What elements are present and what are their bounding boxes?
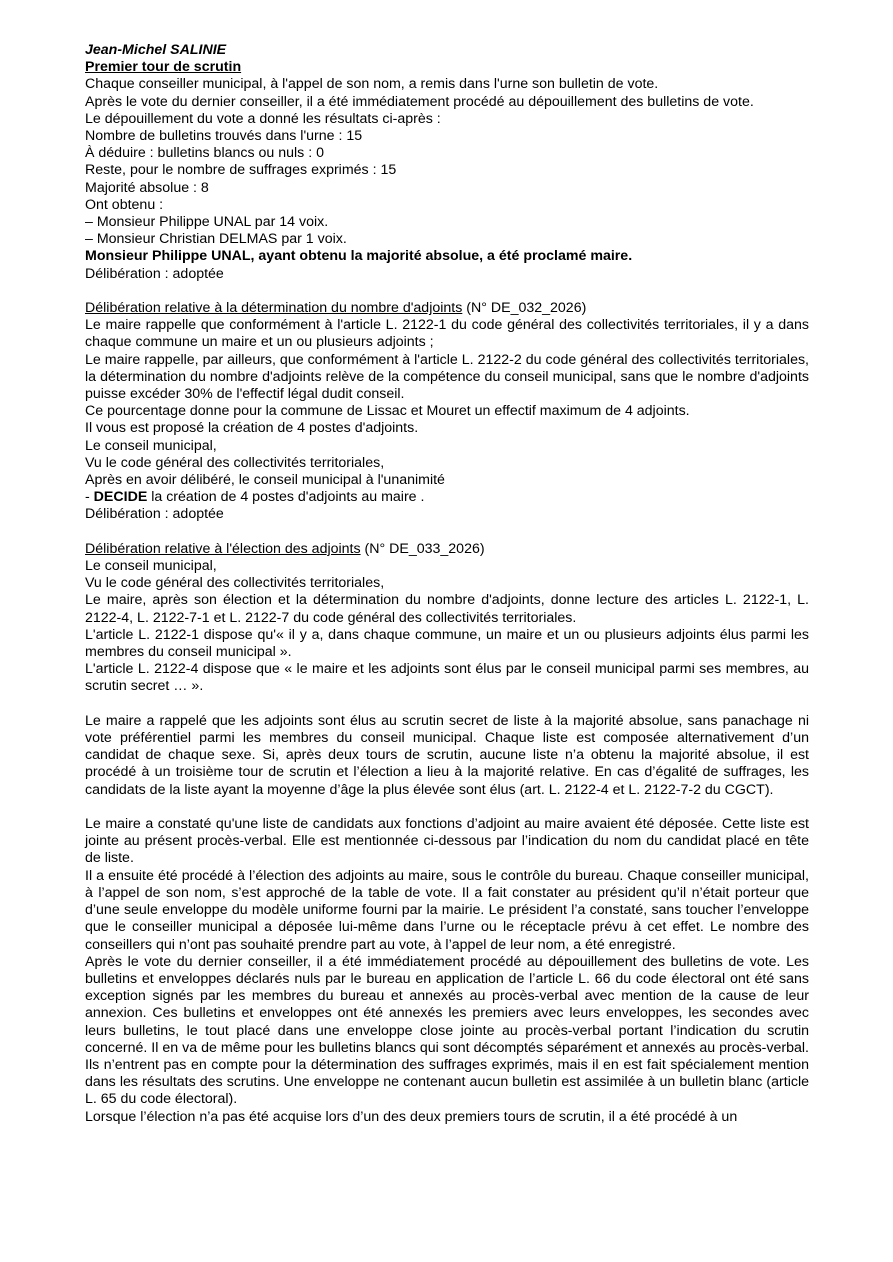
text-line: Chaque conseiller municipal, à l'appel de son nom, a remis dans l'urne son bulletin de vote. — [85, 76, 659, 93]
paragraph: Le maire, après son élection et la détermination du nombre d'adjoints, donne lecture des articles L. 2122-1, L. 2122-4, L. 2122-7-1 et L. 2122-7 du code général des collectivités territoriales. — [85, 592, 809, 626]
text-line: Ce pourcentage donne pour la commune de Lissac et Mouret un effectif maximum de 4 adjoints. — [85, 403, 690, 420]
deliberation-title: Délibération relative à la détermination du nombre d'adjoints — [85, 300, 463, 317]
paragraph: Le maire a rappelé que les adjoints sont élus au scrutin secret de liste à la majorité absolue, sans panachage ni vote préférentiel parmi les membres du conseil municipal. Chaque liste est composée alternativement d’un candidat de chaque sexe. Si, après deux tours de scrutin, aucune liste n’a obtenu la majorité absolue, il est procédé à un troisième tour de scrutin et l’élection a lieu à la majorité relative. En cas d’égalité de suffrages, les candidats de la liste ayant la moyenne d’âge la plus élevée sont élus (art. L. 2122-4 et L. 2122-7-2 du CGCT). — [85, 712, 809, 798]
decide-prefix: - — [85, 489, 94, 506]
paragraph: Le maire a constaté qu'une liste de candidats aux fonctions d’adjoint au maire avaient été déposée. Cette liste est jointe au présent procès-verbal. Elle est mentionnée ci-dessous par l’indication du nom du candidat placé en tête de liste. — [85, 816, 809, 867]
text-line: – Monsieur Philippe UNAL par 14 voix. — [85, 214, 329, 231]
text-line: Après en avoir délibéré, le conseil municipal à l'unanimité — [85, 472, 445, 489]
decide-keyword: DECIDE — [93, 489, 148, 506]
text-line: Lorsque l’élection n’a pas été acquise lors d’un des deux premiers tours de scrutin, il a été procédé à un — [85, 1108, 738, 1125]
document-page — [85, 42, 809, 1126]
text-line: Le conseil municipal, — [85, 558, 217, 575]
paragraph: Après le vote du dernier conseiller, il a été immédiatement procédé au dépouillement des bulletins de vote. Les bulletins et enveloppes déclarés nuls par le bureau en application de l’article L. 66 du code électoral ont été sans exception signés par les membres du bureau et annexés au procès-verbal avec mention de la cause de leur annexion. Ces bulletins et enveloppes ont été annexés les premiers avec leurs enveloppes, les secondes avec leurs bulletins, le tout placé dans une enveloppe close jointe au procès-verbal portant l’indication du scrutin concerné. Il en va de même pour les bulletins blancs qui sont décomptés séparément et annexés au procès-verbal. Ils n’entrent pas en compte pour la détermination des suffrages exprimés, mais il en est fait spécialement mention dans les résultats des scrutins. Une enveloppe ne contenant aucun bulletin est assimilée à un bulletin blanc (article L. 65 du code électoral). — [85, 953, 809, 1108]
deliberation-title: Délibération relative à l'élection des adjoints — [85, 540, 361, 557]
text-line: Il vous est proposé la création de 4 postes d'adjoints. — [85, 420, 419, 437]
text-line: Nombre de bulletins trouvés dans l'urne : 15 — [85, 128, 363, 145]
decide-text: la création de 4 postes d'adjoints au maire . — [147, 489, 425, 506]
text-line: Reste, pour le nombre de suffrages exprimés : 15 — [85, 162, 397, 179]
deliberation-033 — [85, 541, 809, 1126]
paragraph: L'article L. 2122-4 dispose que « le maire et les adjoints sont élus par le conseil municipal parmi ses membres, au scrutin secret … ». — [85, 661, 809, 695]
text-line: Le conseil municipal, — [85, 437, 217, 454]
mayor-proclamation: Monsieur Philippe UNAL, ayant obtenu la majorité absolue, a été proclamé maire. — [85, 248, 633, 265]
text-line: Vu le code général des collectivités territoriales, — [85, 575, 385, 592]
round-title: Premier tour de scrutin — [85, 59, 242, 76]
deliberation-ref: (N° DE_032_2026) — [462, 300, 587, 317]
deliberation-heading — [85, 541, 809, 558]
text-line: Majorité absolue : 8 — [85, 179, 209, 196]
person-name: Jean-Michel SALINIE — [85, 42, 227, 58]
mayor-election-results — [85, 76, 809, 282]
paragraph: Le maire rappelle, par ailleurs, que conformément à l'article L. 2122-2 du code général des collectivités territoriales, la détermination du nombre d'adjoints relève de la compétence du conseil municipal, sans que le nombre d'adjoints puisse excéder 30% de l'effectif légal dudit conseil. — [85, 351, 809, 403]
paragraph: L'article L. 2122-1 dispose qu'« il y a, dans chaque commune, un maire et un ou plusieurs adjoints élus parmi les membres du conseil municipal ». — [85, 626, 809, 661]
paragraph: Il a ensuite été procédé à l’élection des adjoints au maire, sous le contrôle du bureau. Chaque conseiller municipal, à l’appel de son nom, s’est approché de la table de vote. Il a fait constater au président qu’il n’était porteur que d’une seule enveloppe du modèle uniforme fourni par la mairie. Le président l’a constaté, sans toucher l’enveloppe que le conseiller municipal a déposée lui-même dans l’urne ou le réceptacle prévu à cet effet. Le nombre des conseillers qui n’ont pas souhaité prendre part au vote, à l’appel de leur nom, a été enregistré. — [85, 867, 809, 953]
text-line: – Monsieur Christian DELMAS par 1 voix. — [85, 231, 347, 248]
text-line: Après le vote du dernier conseiller, il a été immédiatement procédé au dépouillement des bulletins de vote. — [85, 93, 754, 110]
deliberation-heading — [85, 300, 809, 317]
text-line: Vu le code général des collectivités territoriales, — [85, 454, 385, 471]
deliberation-result: Délibération : adoptée — [85, 265, 224, 282]
deliberation-032 — [85, 300, 809, 524]
text-line: Le dépouillement du vote a donné les résultats ci-après : — [85, 110, 441, 127]
paragraph: Le maire rappelle que conformément à l'article L. 2122-1 du code général des collectivités territoriales, il y a dans chaque commune un maire et un ou plusieurs adjoints ; — [85, 317, 809, 351]
text-line: À déduire : bulletins blancs ou nuls : 0 — [85, 145, 324, 162]
deliberation-ref: (N° DE_033_2026) — [360, 540, 485, 557]
decision-line — [85, 489, 809, 506]
text-line: Ont obtenu : — [85, 196, 164, 213]
deliberation-result: Délibération : adoptée — [85, 506, 224, 523]
